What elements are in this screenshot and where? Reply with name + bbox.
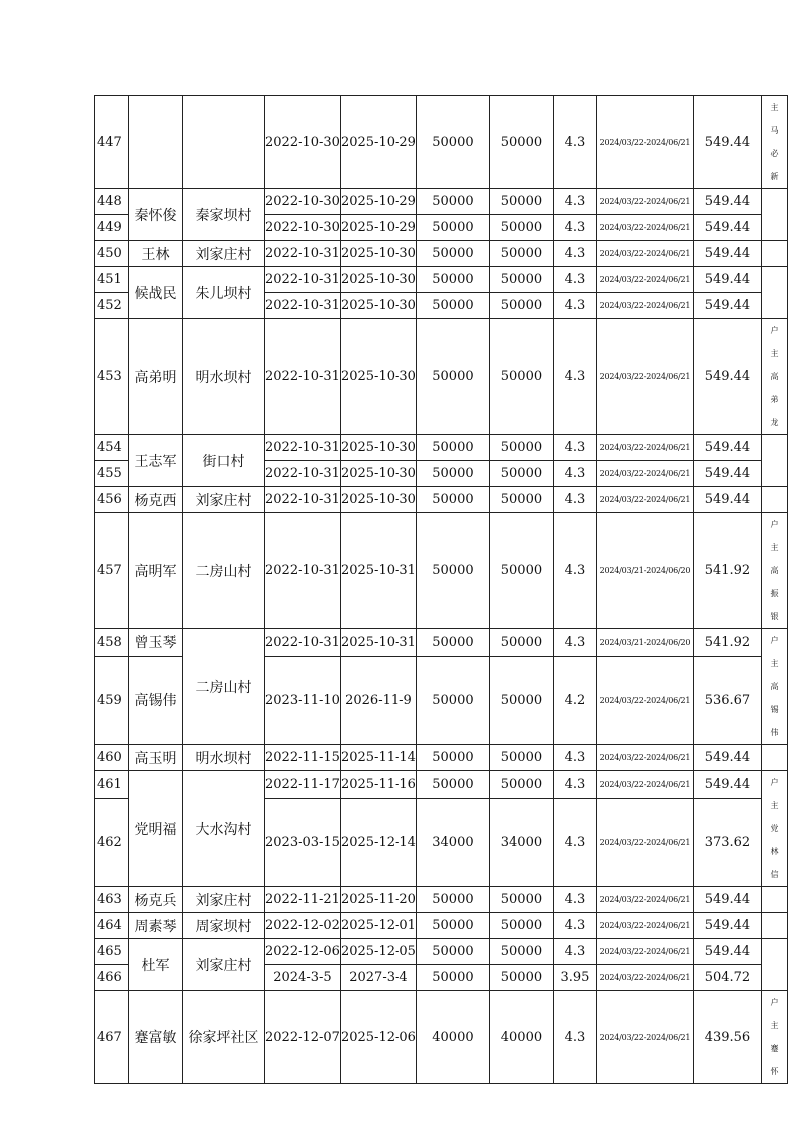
loan-amount: 50000 (416, 215, 489, 241)
balance: 50000 (489, 96, 553, 189)
interest-rate: 4.3 (553, 319, 596, 435)
household-note-text (762, 513, 787, 628)
interest-amount: 549.44 (693, 913, 761, 939)
interest-amount: 549.44 (693, 939, 761, 965)
village: 刘家庄村 (183, 241, 265, 267)
row-number: 463 (95, 887, 129, 913)
borrower-name: 蹇富敏 (129, 991, 183, 1084)
start-date: 2022-11-21 (265, 887, 341, 913)
row-number: 460 (95, 745, 129, 771)
note-char: 户 (770, 636, 779, 645)
start-date: 2022-10-30 (265, 215, 341, 241)
household-note (761, 939, 787, 991)
interest-amount: 549.44 (693, 267, 761, 293)
table-row (95, 991, 788, 1084)
row-number: 467 (95, 991, 129, 1084)
household-note-text (762, 629, 787, 744)
interest-amount: 504.72 (693, 965, 761, 991)
end-date: 2025-10-29 (340, 96, 416, 189)
loan-amount: 50000 (416, 461, 489, 487)
end-date: 2025-12-01 (340, 913, 416, 939)
interest-rate: 4.3 (553, 461, 596, 487)
borrower-name: 秦怀俊 (129, 189, 183, 241)
row-number: 453 (95, 319, 129, 435)
end-date: 2025-10-30 (340, 241, 416, 267)
balance: 50000 (489, 939, 553, 965)
loan-amount: 50000 (416, 965, 489, 991)
borrower-name: 周素琴 (129, 913, 183, 939)
table-row (95, 745, 788, 771)
interest-rate: 4.3 (553, 96, 596, 189)
balance: 50000 (489, 745, 553, 771)
start-date: 2022-10-31 (265, 629, 341, 657)
interest-amount: 549.44 (693, 487, 761, 513)
end-date: 2025-10-30 (340, 267, 416, 293)
interest-rate: 4.3 (553, 293, 596, 319)
note-char: 锡 (770, 705, 779, 714)
note-char: 林 (770, 847, 779, 856)
household-note (761, 189, 787, 241)
interest-amount: 549.44 (693, 461, 761, 487)
table-row (95, 267, 788, 293)
household-note (761, 96, 787, 189)
row-number: 450 (95, 241, 129, 267)
loan-amount: 50000 (416, 629, 489, 657)
borrower-name: 高弟明 (129, 319, 183, 435)
loan-amount: 50000 (416, 939, 489, 965)
interest-rate: 3.95 (553, 965, 596, 991)
loan-amount: 50000 (416, 745, 489, 771)
note-char: 户 (770, 998, 779, 1007)
balance: 50000 (489, 319, 553, 435)
borrower-name: 高明军 (129, 513, 183, 629)
row-number: 458 (95, 629, 129, 657)
household-note (761, 319, 787, 435)
household-note (761, 629, 787, 745)
interest-period: 2024/03/22-2024/06/21 (596, 267, 693, 293)
row-number: 451 (95, 267, 129, 293)
note-char: 高 (770, 682, 779, 691)
borrower-name: 高玉明 (129, 745, 183, 771)
table-row (95, 513, 788, 629)
household-note (761, 887, 787, 913)
borrower-name: 高锡伟 (129, 656, 183, 744)
table-row (95, 435, 788, 461)
row-number: 466 (95, 965, 129, 991)
household-note (761, 513, 787, 629)
interest-period: 2024/03/21-2024/06/20 (596, 629, 693, 657)
loan-interest-table (94, 95, 788, 1084)
interest-rate: 4.3 (553, 215, 596, 241)
household-note (761, 241, 787, 267)
note-char: 弟 (770, 395, 779, 404)
start-date: 2022-10-31 (265, 461, 341, 487)
interest-amount: 541.92 (693, 513, 761, 629)
table-row (95, 771, 788, 799)
interest-period: 2024/03/22-2024/06/21 (596, 745, 693, 771)
interest-period: 2024/03/22-2024/06/21 (596, 319, 693, 435)
interest-amount: 536.67 (693, 656, 761, 744)
balance: 50000 (489, 241, 553, 267)
interest-rate: 4.3 (553, 887, 596, 913)
end-date: 2027-3-4 (340, 965, 416, 991)
loan-amount: 50000 (416, 293, 489, 319)
interest-rate: 4.3 (553, 799, 596, 887)
loan-amount: 50000 (416, 319, 489, 435)
end-date: 2025-10-30 (340, 487, 416, 513)
start-date: 2022-10-30 (265, 189, 341, 215)
row-number: 464 (95, 913, 129, 939)
end-date: 2025-10-30 (340, 461, 416, 487)
loan-amount: 50000 (416, 96, 489, 189)
balance: 50000 (489, 771, 553, 799)
interest-period: 2024/03/22-2024/06/21 (596, 487, 693, 513)
note-char: 新 (770, 172, 779, 181)
balance: 50000 (489, 513, 553, 629)
note-char: 马 (770, 126, 779, 135)
balance: 50000 (489, 913, 553, 939)
interest-rate: 4.3 (553, 629, 596, 657)
household-note (761, 745, 787, 771)
balance: 40000 (489, 991, 553, 1084)
balance: 50000 (489, 656, 553, 744)
village: 周家坝村 (183, 913, 265, 939)
note-char: 怀 (770, 1067, 779, 1076)
interest-period: 2024/03/22-2024/06/21 (596, 96, 693, 189)
note-char: 银 (770, 612, 779, 621)
note-char: 主 (770, 659, 779, 668)
interest-rate: 4.3 (553, 745, 596, 771)
household-note (761, 771, 787, 887)
loan-amount: 50000 (416, 887, 489, 913)
note-char: 振 (770, 589, 779, 598)
balance: 50000 (489, 629, 553, 657)
household-note-text (762, 319, 787, 434)
note-char: 龙 (770, 418, 779, 427)
balance: 50000 (489, 487, 553, 513)
loan-amount: 34000 (416, 799, 489, 887)
interest-rate: 4.3 (553, 771, 596, 799)
end-date: 2025-10-29 (340, 215, 416, 241)
balance: 50000 (489, 267, 553, 293)
row-number: 448 (95, 189, 129, 215)
borrower-name: 杨克兵 (129, 887, 183, 913)
start-date: 2022-10-30 (265, 96, 341, 189)
row-number: 461 (95, 771, 129, 799)
interest-amount: 373.62 (693, 799, 761, 887)
table-row (95, 887, 788, 913)
end-date: 2025-12-14 (340, 799, 416, 887)
start-date: 2022-10-31 (265, 513, 341, 629)
interest-period: 2024/03/22-2024/06/21 (596, 241, 693, 267)
table-row (95, 939, 788, 965)
row-number: 449 (95, 215, 129, 241)
loan-amount: 50000 (416, 913, 489, 939)
end-date: 2026-11-9 (340, 656, 416, 744)
note-char: 户 (770, 326, 779, 335)
village: 徐家坪社区 (183, 991, 265, 1084)
loan-amount: 50000 (416, 435, 489, 461)
interest-period: 2024/03/22-2024/06/21 (596, 939, 693, 965)
interest-period: 2024/03/22-2024/06/21 (596, 215, 693, 241)
end-date: 2025-11-14 (340, 745, 416, 771)
note-char: 伟 (770, 728, 779, 737)
start-date: 2024-3-5 (265, 965, 341, 991)
table-row (95, 913, 788, 939)
interest-rate: 4.3 (553, 913, 596, 939)
village: 二房山村 (183, 629, 265, 745)
village (183, 96, 265, 189)
start-date: 2022-11-15 (265, 745, 341, 771)
interest-period: 2024/03/22-2024/06/21 (596, 293, 693, 319)
interest-rate: 4.3 (553, 267, 596, 293)
loan-amount: 50000 (416, 513, 489, 629)
end-date: 2025-10-30 (340, 435, 416, 461)
balance: 34000 (489, 799, 553, 887)
village: 刘家庄村 (183, 939, 265, 991)
row-number: 457 (95, 513, 129, 629)
interest-rate: 4.3 (553, 189, 596, 215)
start-date: 2022-12-02 (265, 913, 341, 939)
start-date: 2022-10-31 (265, 267, 341, 293)
note-char: 户 (770, 520, 779, 529)
table-row (95, 189, 788, 215)
loan-amount: 50000 (416, 189, 489, 215)
household-note (761, 267, 787, 319)
start-date: 2022-10-31 (265, 241, 341, 267)
row-number: 452 (95, 293, 129, 319)
interest-rate: 4.3 (553, 991, 596, 1084)
note-char: 主 (770, 543, 779, 552)
borrower-name: 杜军 (129, 939, 183, 991)
household-note (761, 913, 787, 939)
interest-rate: 4.3 (553, 513, 596, 629)
interest-amount: 439.56 (693, 991, 761, 1084)
household-note (761, 487, 787, 513)
village: 刘家庄村 (183, 487, 265, 513)
balance: 50000 (489, 189, 553, 215)
loan-amount: 50000 (416, 487, 489, 513)
balance: 50000 (489, 461, 553, 487)
interest-period: 2024/03/22-2024/06/21 (596, 913, 693, 939)
interest-amount: 549.44 (693, 215, 761, 241)
start-date: 2022-12-06 (265, 939, 341, 965)
interest-rate: 4.2 (553, 656, 596, 744)
village: 秦家坝村 (183, 189, 265, 241)
interest-amount: 549.44 (693, 771, 761, 799)
table-row (95, 319, 788, 435)
interest-amount: 549.44 (693, 319, 761, 435)
row-number: 459 (95, 656, 129, 744)
interest-period: 2024/03/22-2024/06/21 (596, 656, 693, 744)
borrower-name: 王志军 (129, 435, 183, 487)
loan-amount: 50000 (416, 656, 489, 744)
start-date: 2023-03-15 (265, 799, 341, 887)
household-note (761, 991, 787, 1084)
household-note-text (762, 771, 787, 886)
borrower-name: 曾玉琴 (129, 629, 183, 657)
interest-amount: 549.44 (693, 745, 761, 771)
household-note-text (762, 991, 787, 1083)
balance: 50000 (489, 215, 553, 241)
end-date: 2025-10-31 (340, 629, 416, 657)
household-note-text (762, 96, 787, 188)
row-number: 447 (95, 96, 129, 189)
row-number: 455 (95, 461, 129, 487)
note-char: 高 (770, 566, 779, 575)
interest-period: 2024/03/22-2024/06/21 (596, 461, 693, 487)
note-char: 高 (770, 372, 779, 381)
start-date: 2022-10-31 (265, 319, 341, 435)
loan-amount: 50000 (416, 241, 489, 267)
interest-amount: 549.44 (693, 96, 761, 189)
village: 朱儿坝村 (183, 267, 265, 319)
borrower-name: 党明福 (129, 771, 183, 887)
interest-period: 2024/03/22-2024/06/21 (596, 887, 693, 913)
interest-amount: 549.44 (693, 887, 761, 913)
village: 刘家庄村 (183, 887, 265, 913)
start-date: 2022-12-07 (265, 991, 341, 1084)
village: 明水坝村 (183, 745, 265, 771)
table-row (95, 487, 788, 513)
interest-period: 2024/03/22-2024/06/21 (596, 189, 693, 215)
interest-period: 2024/03/22-2024/06/21 (596, 435, 693, 461)
note-char: 信 (770, 870, 779, 879)
end-date: 2025-12-05 (340, 939, 416, 965)
note-char: 必 (770, 149, 779, 158)
start-date: 2022-10-31 (265, 435, 341, 461)
table-row (95, 241, 788, 267)
table-row (95, 629, 788, 657)
balance: 50000 (489, 435, 553, 461)
interest-period: 2024/03/22-2024/06/21 (596, 771, 693, 799)
note-char: 主 (770, 801, 779, 810)
interest-amount: 549.44 (693, 241, 761, 267)
village: 二房山村 (183, 513, 265, 629)
loan-amount: 50000 (416, 267, 489, 293)
end-date: 2025-10-29 (340, 189, 416, 215)
end-date: 2025-11-16 (340, 771, 416, 799)
note-char: 主 (770, 349, 779, 358)
interest-amount: 541.92 (693, 629, 761, 657)
village: 街口村 (183, 435, 265, 487)
household-note (761, 435, 787, 487)
start-date: 2023-11-10 (265, 656, 341, 744)
start-date: 2022-10-31 (265, 487, 341, 513)
borrower-name (129, 96, 183, 189)
end-date: 2025-10-30 (340, 319, 416, 435)
end-date: 2025-10-31 (340, 513, 416, 629)
interest-period: 2024/03/21-2024/06/20 (596, 513, 693, 629)
end-date: 2025-10-30 (340, 293, 416, 319)
row-number: 462 (95, 799, 129, 887)
balance: 50000 (489, 887, 553, 913)
balance: 50000 (489, 293, 553, 319)
borrower-name: 杨克西 (129, 487, 183, 513)
village: 大水沟村 (183, 771, 265, 887)
interest-period: 2024/03/22-2024/06/21 (596, 965, 693, 991)
borrower-name: 候战民 (129, 267, 183, 319)
start-date: 2022-11-17 (265, 771, 341, 799)
table-row (95, 96, 788, 189)
village: 明水坝村 (183, 319, 265, 435)
borrower-name: 王林 (129, 241, 183, 267)
note-char: 蹇 (770, 1044, 779, 1053)
interest-rate: 4.3 (553, 241, 596, 267)
interest-period: 2024/03/22-2024/06/21 (596, 799, 693, 887)
interest-period: 2024/03/22-2024/06/21 (596, 991, 693, 1084)
note-char: 党 (770, 824, 779, 833)
row-number: 456 (95, 487, 129, 513)
loan-amount: 40000 (416, 991, 489, 1084)
interest-rate: 4.3 (553, 939, 596, 965)
note-char: 主 (770, 1021, 779, 1030)
start-date: 2022-10-31 (265, 293, 341, 319)
row-number: 454 (95, 435, 129, 461)
loan-amount: 50000 (416, 771, 489, 799)
end-date: 2025-12-06 (340, 991, 416, 1084)
row-number: 465 (95, 939, 129, 965)
interest-amount: 549.44 (693, 293, 761, 319)
note-char: 户 (770, 778, 779, 787)
note-char: 主 (770, 103, 779, 112)
interest-rate: 4.3 (553, 487, 596, 513)
interest-amount: 549.44 (693, 435, 761, 461)
interest-amount: 549.44 (693, 189, 761, 215)
interest-rate: 4.3 (553, 435, 596, 461)
end-date: 2025-11-20 (340, 887, 416, 913)
balance: 50000 (489, 965, 553, 991)
